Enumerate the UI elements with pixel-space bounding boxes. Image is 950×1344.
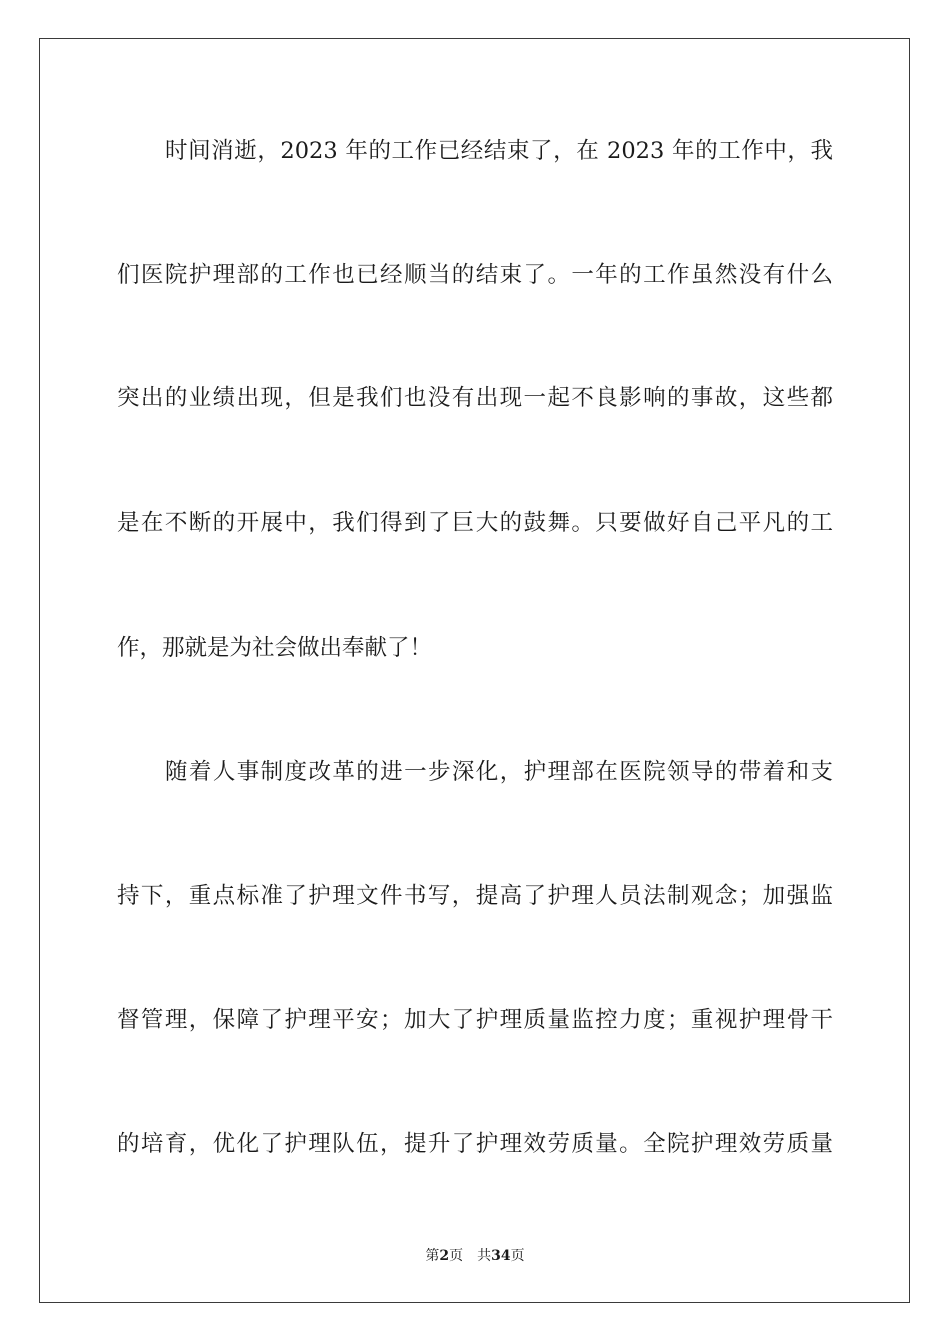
footer-total-prefix: 共 (477, 1248, 492, 1264)
paragraph-2-line-4: 的培育，优化了护理队伍，提升了护理效劳质量。全院护理效劳质量 (117, 1131, 833, 1157)
footer-total-pages: 34 (491, 1248, 511, 1264)
paragraph-1-line-1: 时间消逝，2023 年的工作已经结束了，在 2023 年的工作中，我 (165, 138, 833, 164)
footer-page-suffix: 页 (449, 1248, 464, 1264)
footer-total-suffix: 页 (510, 1248, 525, 1264)
paragraph-1-line-3: 突出的业绩出现，但是我们也没有出现一起不良影响的事故，这些都 (117, 385, 833, 411)
page-border (39, 38, 910, 1303)
paragraph-2-line-3: 督管理，保障了护理平安；加大了护理质量监控力度；重视护理骨干 (117, 1007, 833, 1033)
page-footer (0, 1247, 950, 1265)
paragraph-1-line-2: 们医院护理部的工作也已经顺当的结束了。一年的工作虽然没有什么 (117, 262, 833, 288)
paragraph-2-line-2: 持下，重点标准了护理文件书写，提高了护理人员法制观念；加强监 (117, 883, 833, 909)
footer-page-number: 2 (439, 1248, 450, 1264)
paragraph-1-line-4: 是在不断的开展中，我们得到了巨大的鼓舞。只要做好自己平凡的工 (117, 510, 833, 536)
paragraph-2-line-1: 随着人事制度改革的进一步深化，护理部在医院领导的带着和支 (165, 759, 833, 785)
footer-page-prefix: 第 (425, 1248, 440, 1264)
paragraph-1-line-5: 作，那就是为社会做出奉献了！ (117, 635, 433, 661)
